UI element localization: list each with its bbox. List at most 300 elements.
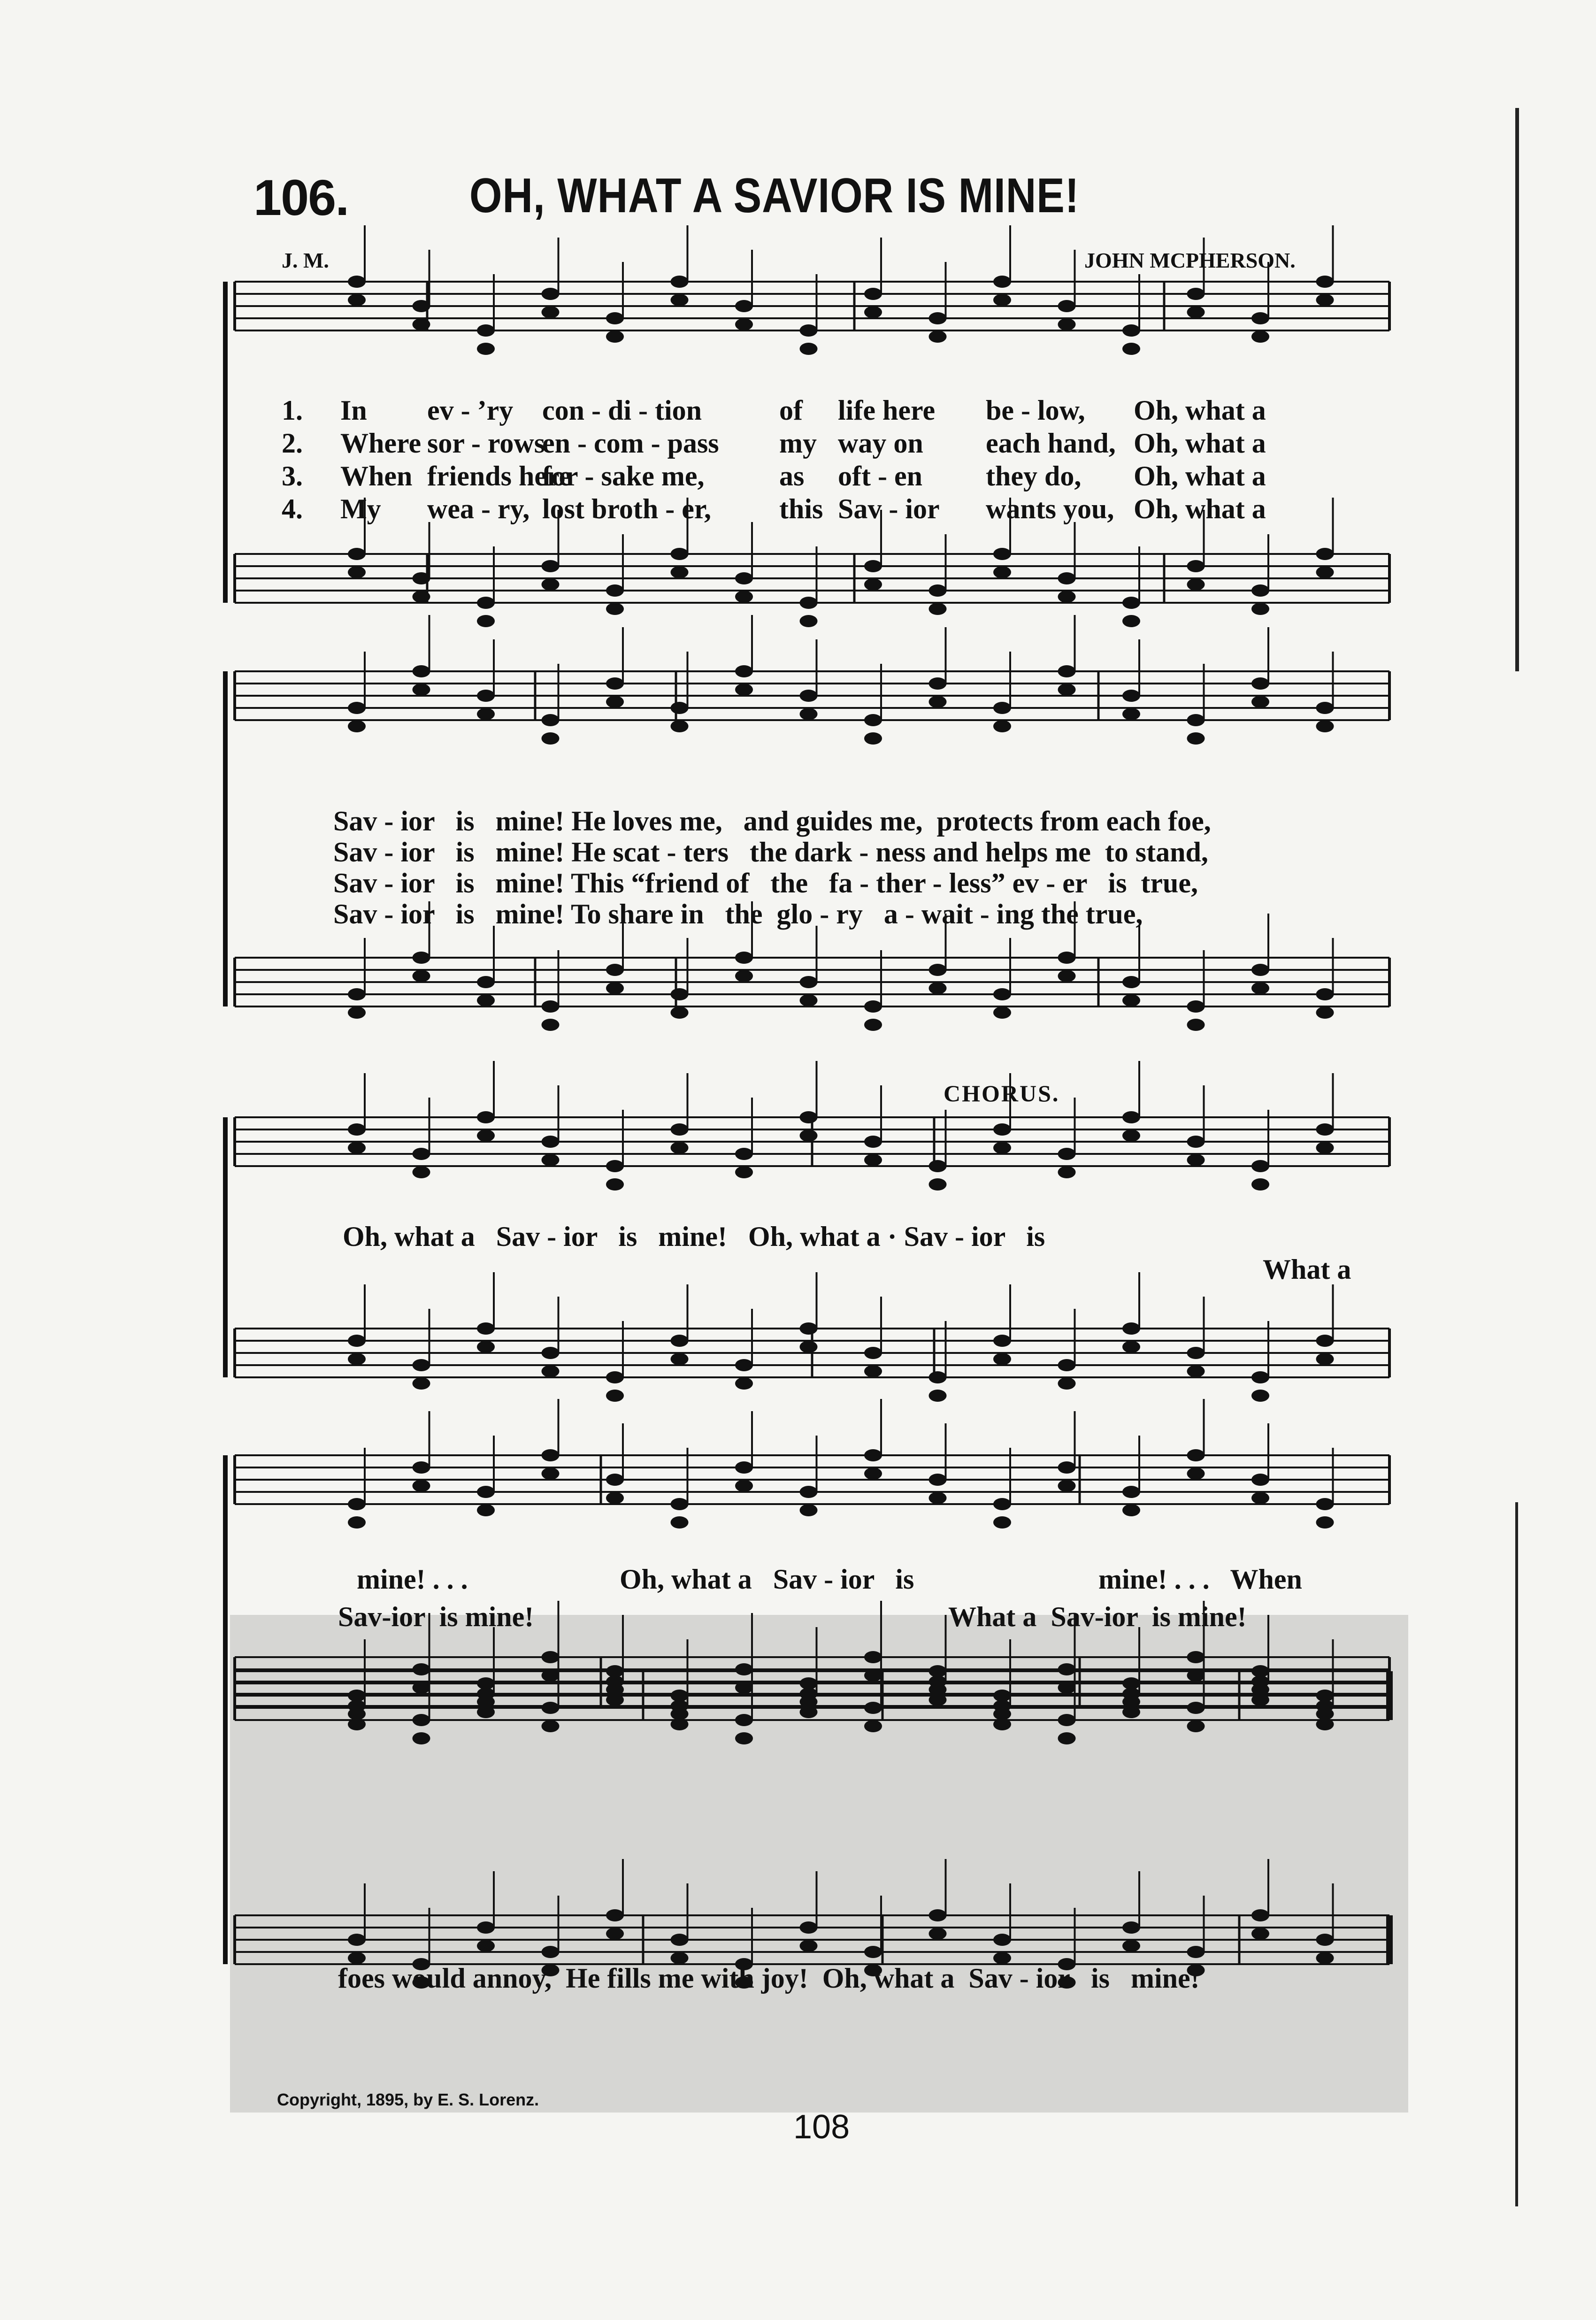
- bass-note-head: [1316, 1952, 1334, 1964]
- bass-note-head: [413, 1377, 430, 1390]
- treble-note-head: [348, 1690, 366, 1702]
- treble-note-head: [606, 1474, 624, 1486]
- bass-note-head: [477, 615, 495, 627]
- bass-note-head: [735, 1359, 753, 1371]
- bass-note-head: [993, 1353, 1011, 1365]
- treble-note-head: [348, 276, 366, 288]
- bass-note-head: [606, 584, 624, 597]
- treble-note-head: [1122, 1129, 1140, 1142]
- bass-note-head: [1122, 994, 1140, 1006]
- treble-note-head: [993, 1498, 1011, 1510]
- words-credit: J. M.: [282, 248, 329, 272]
- treble-note-head: [993, 1142, 1011, 1154]
- bass-note-head: [1251, 1909, 1269, 1921]
- bass-note-head: [542, 578, 560, 591]
- treble-note-head: [800, 343, 818, 355]
- bass-note-head: [735, 952, 753, 964]
- treble-note-head: [735, 318, 753, 330]
- bass-note-head: [1058, 1377, 1076, 1390]
- bass-note-head: [993, 1934, 1011, 1946]
- treble-note-head: [477, 1486, 495, 1498]
- bass-note-head: [413, 1359, 430, 1371]
- treble-note-head: [1122, 343, 1140, 355]
- bass-note-head: [929, 982, 947, 994]
- bass-note-head: [671, 1006, 689, 1019]
- treble-note-head: [929, 1665, 947, 1677]
- verse-2-line: 2. Where sor - rows en - com - pass my way on each hand, Oh, what a: [282, 428, 1266, 459]
- bass-note-head: [542, 1946, 560, 1958]
- treble-note-head: [1122, 1677, 1140, 1690]
- bass-note-head: [1251, 1928, 1269, 1940]
- treble-note-head: [413, 1714, 430, 1726]
- bass-note-head: [413, 1682, 430, 1694]
- verse-2-continuation: Sav - ior is mine! He scat - ters the dark - ness and helps me to stand,: [333, 837, 1208, 868]
- treble-note-head: [477, 343, 495, 355]
- treble-note-head: [477, 1111, 495, 1123]
- hymn-title: OH, WHAT A SAVIOR IS MINE!: [469, 169, 1080, 223]
- bass-note-head: [929, 1371, 947, 1383]
- bass-note-head: [542, 1651, 560, 1663]
- page-edge-line: [1515, 108, 1519, 671]
- treble-note-head: [671, 294, 689, 306]
- bass-note-head: [1122, 597, 1140, 609]
- treble-note-head: [671, 720, 689, 732]
- treble-note-head: [542, 732, 560, 745]
- treble-note-head: [1122, 1486, 1140, 1498]
- treble-note-head: [1316, 702, 1334, 714]
- treble-note-head: [800, 1111, 818, 1123]
- bass-note-head: [735, 1682, 753, 1694]
- bass-note-head: [1251, 603, 1269, 615]
- treble-note-head: [348, 294, 366, 306]
- bass-note-head: [1187, 578, 1205, 591]
- bass-note-head: [348, 1934, 366, 1946]
- bass-note-head: [413, 572, 430, 584]
- bass-note-head: [606, 1928, 624, 1940]
- treble-note-head: [606, 330, 624, 343]
- bass-note-head: [542, 1669, 560, 1682]
- bass-note-head: [1058, 970, 1076, 982]
- bass-note-head: [735, 1377, 753, 1390]
- treble-note-head: [993, 702, 1011, 714]
- treble-note-head: [800, 324, 818, 337]
- treble-note-head: [735, 1480, 753, 1492]
- bass-note-head: [929, 1928, 947, 1940]
- treble-note-head: [606, 312, 624, 324]
- bass-note-head: [1251, 1390, 1269, 1402]
- treble-note-head: [1187, 1449, 1205, 1461]
- treble-note-head: [1316, 1142, 1334, 1154]
- bass-note-head: [735, 1663, 753, 1675]
- treble-note-head: [993, 1123, 1011, 1136]
- bass-note-head: [606, 982, 624, 994]
- bass-note-head: [800, 1940, 818, 1952]
- treble-note-head: [348, 702, 366, 714]
- treble-note-head: [735, 665, 753, 677]
- bass-note-head: [864, 1946, 882, 1958]
- bass-note-head: [864, 1669, 882, 1682]
- bass-note-head: [1316, 566, 1334, 578]
- verse-3-line: 3. When friends here for - sake me, as oft - en they do, Oh, what a: [282, 461, 1266, 492]
- treble-note-head: [735, 1166, 753, 1178]
- bass-note-head: [1122, 615, 1140, 627]
- bass-note-head: [800, 976, 818, 988]
- treble-note-head: [1122, 1111, 1140, 1123]
- bass-note-head: [993, 566, 1011, 578]
- hymn-number: 106.: [253, 169, 349, 226]
- treble-note-head: [413, 684, 430, 696]
- treble-note-head: [929, 1474, 947, 1486]
- chorus-lyric-line-2a: mine! . . .: [357, 1564, 468, 1595]
- treble-note-head: [1187, 306, 1205, 318]
- treble-note-head: [864, 714, 882, 726]
- treble-note-head: [864, 1154, 882, 1166]
- treble-note-head: [477, 1696, 495, 1708]
- treble-note-head: [1316, 294, 1334, 306]
- treble-note-head: [1251, 312, 1269, 324]
- bass-note-head: [348, 1006, 366, 1019]
- chorus-label: CHORUS.: [944, 1080, 1060, 1106]
- bass-note-head: [929, 584, 947, 597]
- treble-note-head: [348, 1123, 366, 1136]
- treble-note-head: [929, 330, 947, 343]
- treble-note-head: [1251, 1683, 1269, 1696]
- bass-note-head: [671, 988, 689, 1000]
- bass-note-head: [800, 597, 818, 609]
- treble-note-head: [348, 1142, 366, 1154]
- bass-note-head: [1316, 1934, 1334, 1946]
- bass-note-head: [735, 572, 753, 584]
- treble-note-head: [1058, 318, 1076, 330]
- treble-note-head: [735, 1714, 753, 1726]
- bass-note-head: [1122, 1322, 1140, 1335]
- treble-note-head: [929, 1160, 947, 1172]
- bass-note-head: [864, 578, 882, 591]
- treble-note-head: [477, 1129, 495, 1142]
- treble-note-head: [477, 708, 495, 720]
- bass-note-head: [1058, 1663, 1076, 1675]
- treble-note-head: [1251, 677, 1269, 690]
- treble-note-head: [1316, 1123, 1334, 1136]
- treble-note-head: [413, 318, 430, 330]
- treble-note-head: [542, 1136, 560, 1148]
- treble-note-head: [542, 288, 560, 300]
- treble-note-head: [671, 1708, 689, 1720]
- verse-block-2: [333, 805, 1211, 929]
- treble-note-head: [864, 1467, 882, 1480]
- copyright-notice: Copyright, 1895, by E. S. Lorenz.: [277, 2090, 539, 2109]
- bass-note-head: [606, 964, 624, 976]
- bass-note-head: [864, 1651, 882, 1663]
- treble-note-head: [413, 300, 430, 312]
- bass-note-head: [477, 1921, 495, 1934]
- bass-note-head: [800, 1322, 818, 1335]
- treble-note-head: [1316, 720, 1334, 732]
- treble-note-head: [477, 690, 495, 702]
- bass-note-head: [993, 1006, 1011, 1019]
- bass-note-head: [1058, 572, 1076, 584]
- treble-note-head: [1251, 696, 1269, 708]
- treble-note-head: [1187, 732, 1205, 745]
- treble-note-head: [348, 1498, 366, 1510]
- treble-note-head: [800, 1486, 818, 1498]
- bass-note-head: [348, 988, 366, 1000]
- treble-note-head: [1187, 714, 1205, 726]
- chorus-lyric-line-2c: mine! . . . When: [1098, 1564, 1302, 1595]
- treble-note-head: [671, 1123, 689, 1136]
- bass-note-head: [864, 1347, 882, 1359]
- bass-note-head: [477, 1322, 495, 1335]
- bass-note-head: [1316, 1335, 1334, 1347]
- treble-note-head: [929, 696, 947, 708]
- treble-note-head: [348, 1708, 366, 1720]
- treble-note-head: [413, 1148, 430, 1160]
- bass-note-head: [800, 615, 818, 627]
- bass-note-head: [1058, 1682, 1076, 1694]
- verse-4-continuation: Sav - ior is mine! To share in the glo - ry a - wait - ing the true,: [333, 899, 1143, 930]
- treble-note-head: [413, 1732, 430, 1744]
- treble-note-head: [477, 324, 495, 337]
- treble-note-head: [864, 1702, 882, 1714]
- bass-note-head: [993, 988, 1011, 1000]
- treble-note-head: [993, 720, 1011, 732]
- bass-note-head: [542, 1019, 560, 1031]
- bass-note-head: [1122, 1940, 1140, 1952]
- treble-note-head: [1251, 1665, 1269, 1677]
- treble-note-head: [993, 1516, 1011, 1529]
- bass-note-head: [864, 560, 882, 572]
- treble-note-head: [1187, 1136, 1205, 1148]
- treble-note-head: [993, 1708, 1011, 1720]
- treble-note-head: [348, 1516, 366, 1529]
- bass-note-head: [413, 952, 430, 964]
- treble-note-head: [1251, 1178, 1269, 1191]
- treble-note-head: [1187, 1154, 1205, 1166]
- treble-note-head: [864, 1720, 882, 1732]
- treble-note-head: [993, 276, 1011, 288]
- treble-note-head: [1122, 324, 1140, 337]
- treble-note-head: [1251, 1160, 1269, 1172]
- bass-note-head: [1316, 1006, 1334, 1019]
- treble-note-head: [1058, 1732, 1076, 1744]
- bass-note-head: [413, 1663, 430, 1675]
- treble-note-head: [735, 300, 753, 312]
- treble-note-head: [413, 1166, 430, 1178]
- treble-note-head: [1058, 684, 1076, 696]
- bass-note-head: [1316, 988, 1334, 1000]
- verse-3-continuation: Sav - ior is mine! This “friend of the fa - ther - less” ev - er is true,: [333, 868, 1198, 899]
- treble-note-head: [1058, 1714, 1076, 1726]
- bass-note-head: [1187, 1347, 1205, 1359]
- bass-note-head: [864, 1019, 882, 1031]
- bass-note-head: [1187, 1019, 1205, 1031]
- bass-note-head: [1058, 952, 1076, 964]
- bass-note-head: [800, 1341, 818, 1353]
- treble-note-head: [1187, 1720, 1205, 1732]
- treble-note-head: [1122, 1504, 1140, 1516]
- treble-note-head: [800, 1696, 818, 1708]
- treble-note-head: [1187, 1702, 1205, 1714]
- treble-note-head: [1058, 1166, 1076, 1178]
- treble-note-head: [800, 1129, 818, 1142]
- chorus-echo-2: Sav-ior is mine!: [338, 1601, 534, 1632]
- treble-note-head: [542, 1720, 560, 1732]
- bass-note-head: [864, 1365, 882, 1377]
- bass-note-head: [929, 603, 947, 615]
- bass-note-head: [1316, 1353, 1334, 1365]
- treble-note-head: [929, 1178, 947, 1191]
- treble-note-head: [542, 1449, 560, 1461]
- treble-note-head: [735, 684, 753, 696]
- chorus-lyric-line-2b: Oh, what a Sav - ior is: [620, 1564, 914, 1595]
- treble-note-head: [1122, 708, 1140, 720]
- treble-note-head: [606, 1160, 624, 1172]
- treble-note-head: [477, 1504, 495, 1516]
- treble-note-head: [413, 665, 430, 677]
- bass-note-head: [1122, 1341, 1140, 1353]
- treble-note-head: [1251, 330, 1269, 343]
- treble-note-head: [542, 1154, 560, 1166]
- page-number: 108: [793, 2108, 850, 2146]
- treble-note-head: [1058, 1480, 1076, 1492]
- treble-note-head: [929, 312, 947, 324]
- treble-note-head: [800, 690, 818, 702]
- treble-note-head: [1316, 1708, 1334, 1720]
- bass-note-head: [542, 560, 560, 572]
- treble-note-head: [606, 1492, 624, 1504]
- bass-note-head: [671, 1353, 689, 1365]
- chorus-echo-3: What a Sav-ior is mine!: [948, 1601, 1247, 1632]
- bass-note-head: [671, 1335, 689, 1347]
- bass-note-head: [477, 1940, 495, 1952]
- treble-note-head: [1122, 690, 1140, 702]
- treble-note-head: [1251, 1492, 1269, 1504]
- treble-note-head: [735, 1732, 753, 1744]
- bass-note-head: [1122, 1921, 1140, 1934]
- treble-note-head: [413, 1480, 430, 1492]
- treble-note-head: [929, 677, 947, 690]
- bass-note-head: [671, 1934, 689, 1946]
- treble-note-head: [1316, 1690, 1334, 1702]
- bass-note-head: [929, 1390, 947, 1402]
- bass-note-head: [1187, 1651, 1205, 1663]
- treble-note-head: [671, 702, 689, 714]
- page-edge-line: [1515, 1502, 1518, 2206]
- bass-note-head: [348, 1335, 366, 1347]
- bass-note-head: [800, 1921, 818, 1934]
- treble-note-head: [864, 306, 882, 318]
- treble-note-head: [671, 1142, 689, 1154]
- treble-note-head: [1251, 1474, 1269, 1486]
- treble-note-head: [929, 1492, 947, 1504]
- treble-note-head: [542, 1702, 560, 1714]
- bass-note-head: [1187, 1946, 1205, 1958]
- treble-note-head: [1058, 300, 1076, 312]
- treble-note-head: [606, 1683, 624, 1696]
- treble-note-head: [671, 1498, 689, 1510]
- bass-note-head: [800, 994, 818, 1006]
- chorus-echo-1: What a: [1263, 1254, 1351, 1285]
- treble-note-head: [1058, 1148, 1076, 1160]
- treble-note-head: [993, 1690, 1011, 1702]
- verse-1-continuation: Sav - ior is mine! He loves me, and guides me, protects from each foe,: [333, 806, 1211, 837]
- treble-note-head: [864, 732, 882, 745]
- bass-note-head: [1187, 560, 1205, 572]
- bass-note-head: [1251, 584, 1269, 597]
- treble-note-head: [1316, 1498, 1334, 1510]
- bass-note-head: [735, 970, 753, 982]
- treble-note-head: [864, 1136, 882, 1148]
- bass-note-head: [1251, 964, 1269, 976]
- treble-note-head: [864, 288, 882, 300]
- treble-note-head: [800, 708, 818, 720]
- treble-note-head: [606, 1178, 624, 1191]
- bass-note-head: [348, 566, 366, 578]
- bass-note-head: [1187, 1669, 1205, 1682]
- bass-note-head: [542, 1000, 560, 1013]
- bass-note-head: [477, 1341, 495, 1353]
- treble-note-head: [1316, 276, 1334, 288]
- bass-note-head: [477, 597, 495, 609]
- treble-note-head: [800, 1504, 818, 1516]
- treble-note-head: [929, 1683, 947, 1696]
- bass-note-head: [413, 970, 430, 982]
- treble-note-head: [1122, 1696, 1140, 1708]
- bass-note-head: [1187, 1365, 1205, 1377]
- bass-note-head: [348, 1353, 366, 1365]
- chorus-lyric-line-3: foes would annoy, He fills me with joy! Oh, what a Sav - ior is mine!: [338, 1963, 1200, 1994]
- bass-note-head: [1122, 976, 1140, 988]
- treble-note-head: [735, 1461, 753, 1474]
- bass-note-head: [606, 1909, 624, 1921]
- treble-note-head: [671, 1516, 689, 1529]
- music-credit: JOHN MCPHERSON.: [1084, 248, 1296, 272]
- verse-block-1: [282, 394, 1266, 526]
- treble-note-head: [348, 720, 366, 732]
- bass-note-head: [477, 976, 495, 988]
- bass-note-head: [1251, 982, 1269, 994]
- treble-note-head: [735, 1148, 753, 1160]
- bass-note-head: [1058, 591, 1076, 603]
- treble-note-head: [864, 1449, 882, 1461]
- bass-note-head: [348, 548, 366, 560]
- treble-note-head: [1058, 665, 1076, 677]
- treble-note-head: [671, 1690, 689, 1702]
- bass-note-head: [606, 1371, 624, 1383]
- bass-note-head: [606, 1390, 624, 1402]
- bass-note-head: [993, 548, 1011, 560]
- treble-note-head: [1187, 288, 1205, 300]
- treble-note-head: [542, 1467, 560, 1480]
- bass-note-head: [542, 1347, 560, 1359]
- treble-note-head: [606, 696, 624, 708]
- treble-note-head: [1058, 1461, 1076, 1474]
- treble-note-head: [1187, 1467, 1205, 1480]
- bass-note-head: [864, 1000, 882, 1013]
- verse-4-line: 4. My wea - ry, lost broth - er, this Sav - ior wants you, Oh, what a: [282, 493, 1266, 524]
- bass-note-head: [929, 964, 947, 976]
- bass-note-head: [477, 994, 495, 1006]
- treble-note-head: [606, 1665, 624, 1677]
- bass-note-head: [542, 1365, 560, 1377]
- treble-note-head: [542, 714, 560, 726]
- treble-note-head: [1316, 1516, 1334, 1529]
- bass-note-head: [735, 591, 753, 603]
- treble-note-head: [671, 276, 689, 288]
- bass-note-head: [1316, 548, 1334, 560]
- verse-1-line: 1. In ev - ’ry con - di - tion of life here be - low, Oh, what a: [282, 395, 1266, 426]
- bass-note-head: [1187, 1000, 1205, 1013]
